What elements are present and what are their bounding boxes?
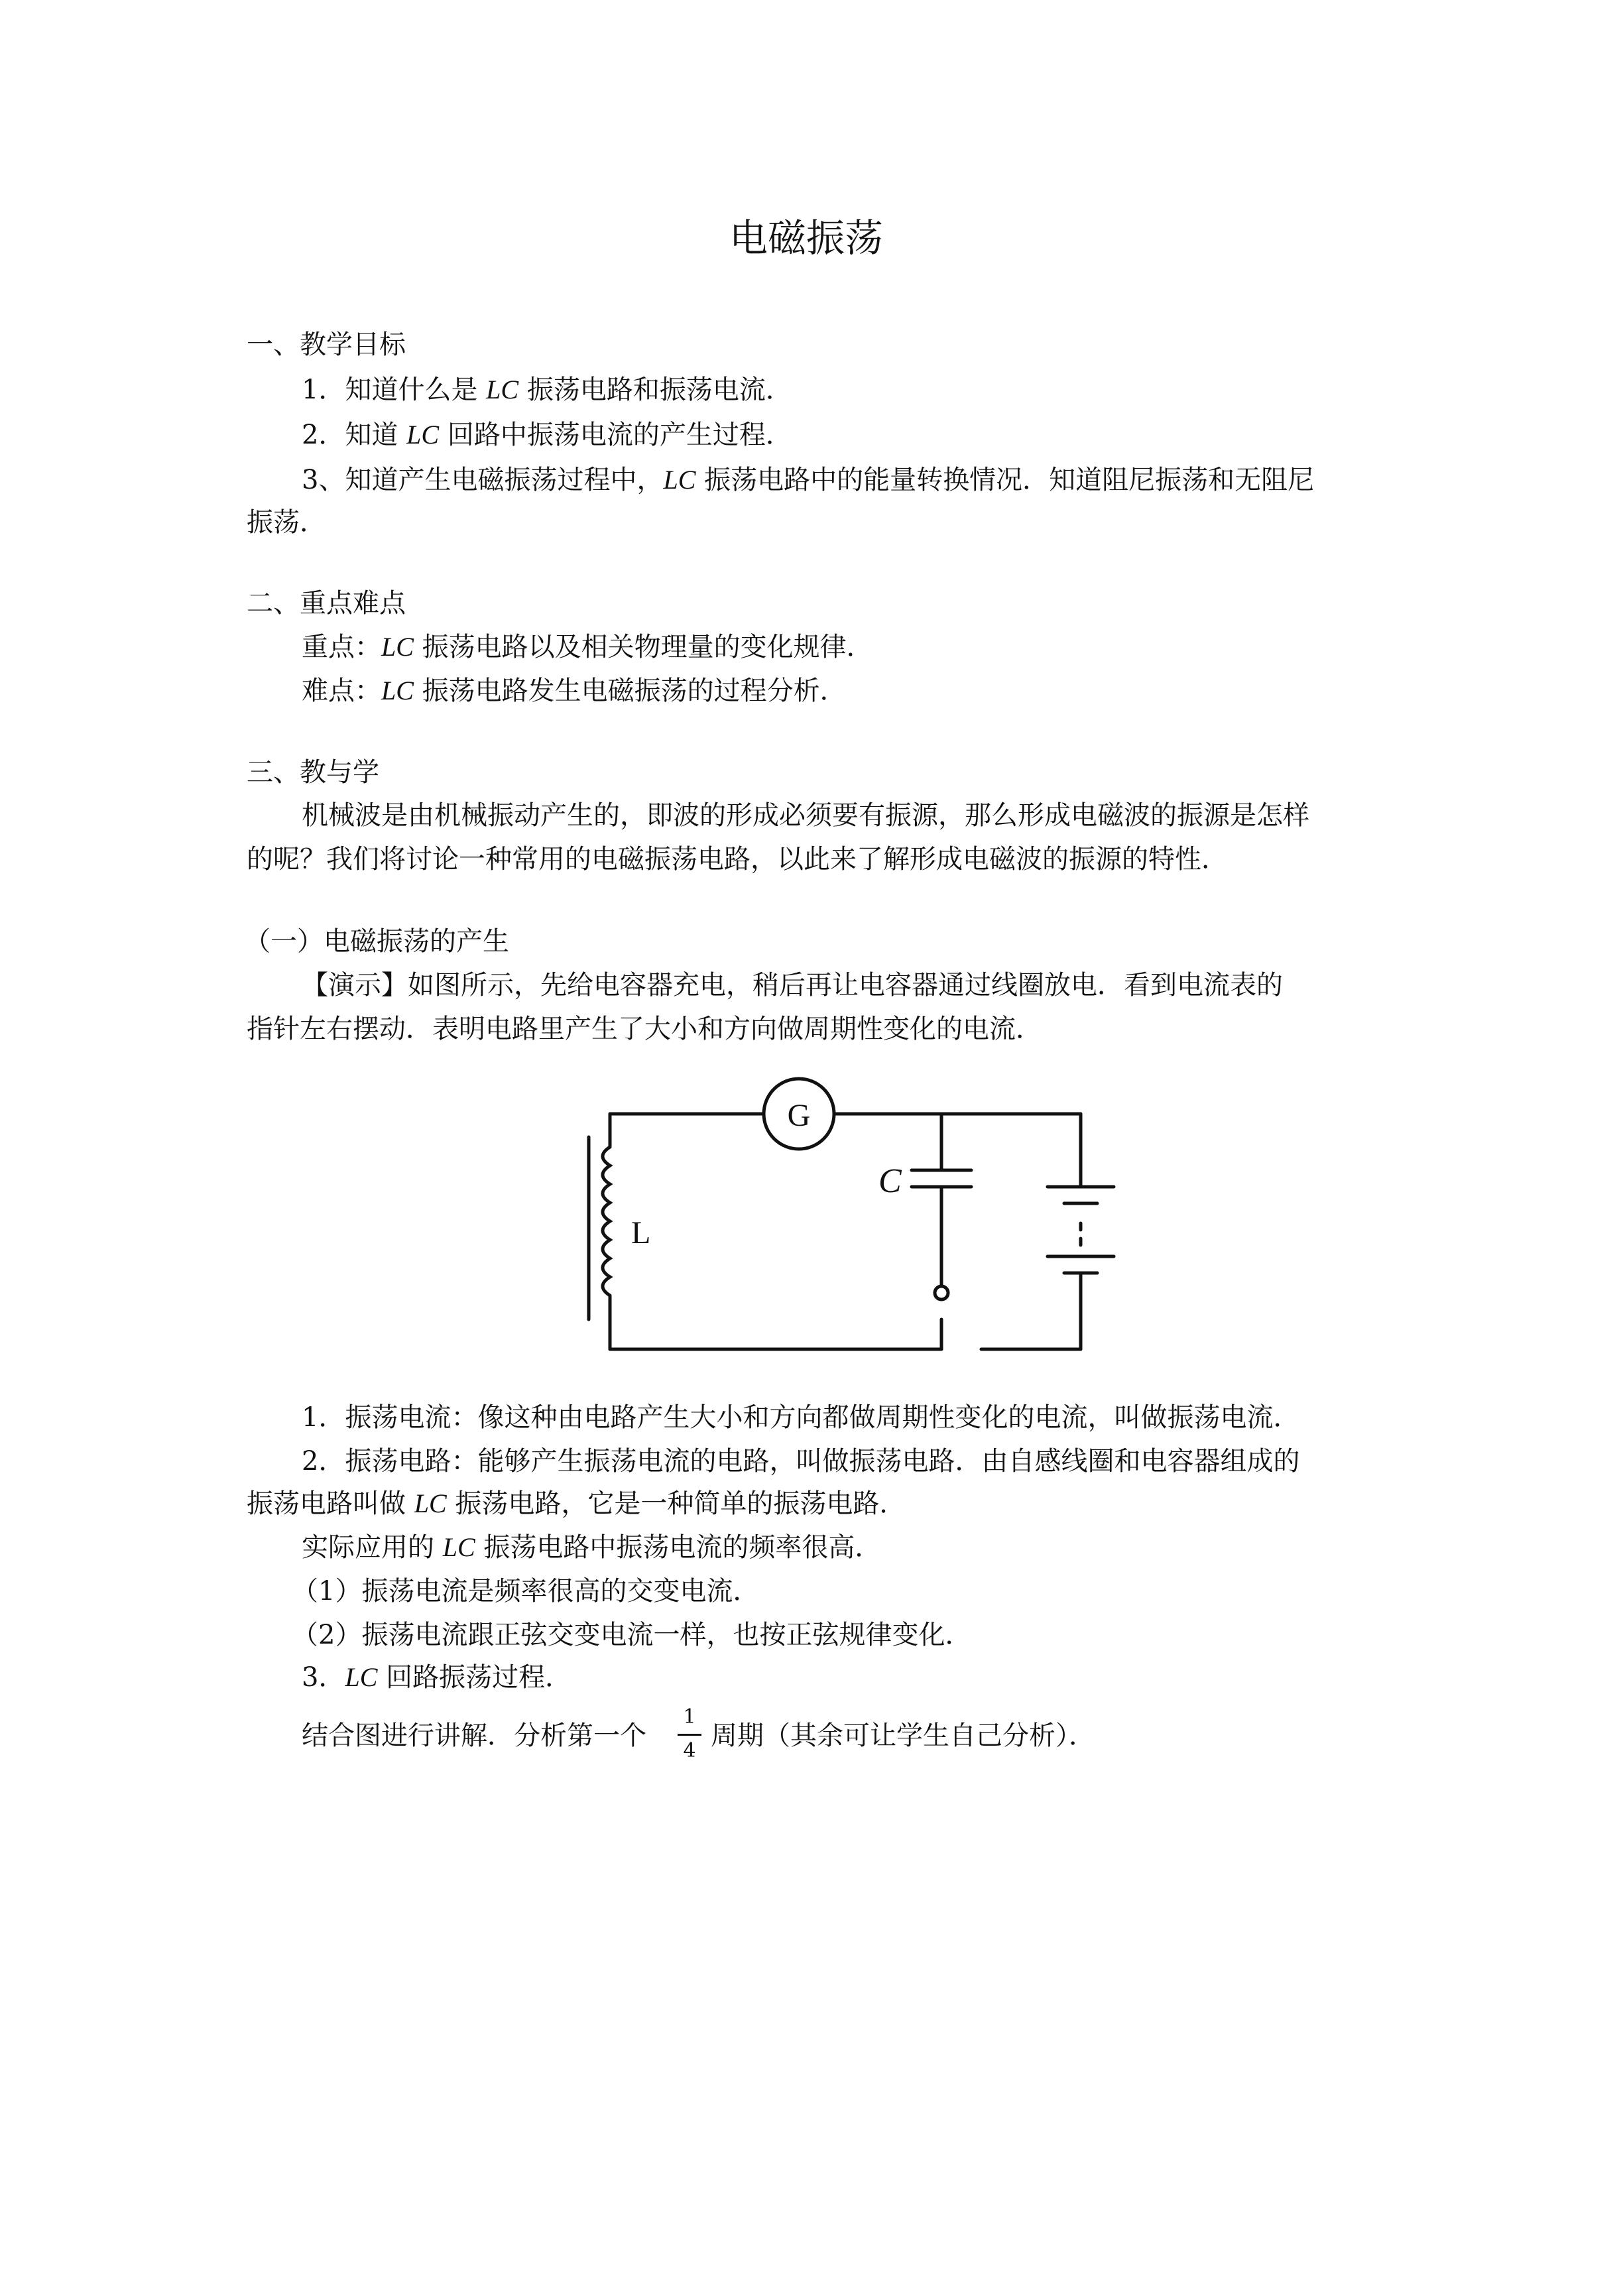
point-1: （1）振荡电流是频率很高的交变电流． xyxy=(292,1576,760,1606)
text: 回路中振荡电流的产生过程． xyxy=(439,420,792,450)
lc-term: LC xyxy=(406,420,440,450)
fraction-numerator: 1 xyxy=(683,1705,696,1728)
section-heading-teaching: 三、教与学 xyxy=(247,757,379,788)
text: 振荡电路发生电磁振荡的过程分析． xyxy=(413,676,847,706)
inductor-label: L xyxy=(631,1215,651,1250)
section-heading-objectives: 一、教学目标 xyxy=(247,330,406,360)
text: 3、知道产生电磁振荡过程中， xyxy=(302,465,664,495)
analysis-line-end: 周期（其余可让学生自己分析）． xyxy=(711,1721,1095,1751)
lc-circuit-diagram xyxy=(570,1074,1127,1372)
text: 3． xyxy=(302,1662,345,1693)
lc-term: LC xyxy=(414,1488,447,1518)
lc-term: LC xyxy=(486,375,519,404)
objective-3 xyxy=(302,467,1314,493)
switch-contact-icon xyxy=(935,1286,948,1299)
fraction-denominator: 4 xyxy=(683,1739,696,1762)
lc-term: LC xyxy=(442,1532,475,1562)
text: 2．知道 xyxy=(302,420,407,450)
text: 回路振荡过程． xyxy=(377,1662,572,1693)
intro-paragraph-line-1: 机械波是由机械振动产生的，即波的形成必须要有振源，那么形成电磁波的振源是怎样 xyxy=(302,800,1309,831)
key-point xyxy=(302,634,873,660)
lc-term: LC xyxy=(381,632,414,662)
subsection-heading: （一）电磁振荡的产生 xyxy=(244,926,509,957)
quarter-fraction xyxy=(675,1707,704,1761)
demo-paragraph-line-2: 指针左右摆动．表明电路里产生了大小和方向做周期性变化的电流． xyxy=(247,1014,1042,1044)
lc-term: LC xyxy=(345,1662,378,1692)
text: 振荡电路中的能量转换情况．知道阻尼振荡和无阻尼 xyxy=(695,465,1315,495)
objective-1 xyxy=(302,377,792,403)
objective-2 xyxy=(302,422,792,448)
definition-oscillating-circuit-line-1: 2．振荡电路：能够产生振荡电流的电路，叫做振荡电路．由自感线圈和电容器组成的 xyxy=(302,1446,1300,1477)
demo-paragraph-line-1: 【演示】如图所示，先给电容器充电，稍后再让电容器通过线圈放电．看到电流表的 xyxy=(302,970,1283,1000)
text: 振荡电路以及相关物理量的变化规律． xyxy=(413,632,873,662)
text: 重点： xyxy=(302,632,381,662)
definition-oscillating-circuit-line-2 xyxy=(247,1490,906,1517)
galvanometer-label: G xyxy=(787,1098,811,1133)
text: 振荡电路和振荡电流． xyxy=(518,375,792,405)
difficult-point xyxy=(302,678,847,704)
practical-application xyxy=(302,1534,881,1561)
page-title: 电磁振荡 xyxy=(729,215,884,261)
text: 实际应用的 xyxy=(302,1532,443,1563)
text: 振荡电路叫做 xyxy=(247,1488,414,1519)
lc-process-heading xyxy=(302,1664,571,1691)
capacitor-label: C xyxy=(878,1162,902,1200)
inductor-coil-icon xyxy=(603,1147,610,1296)
intro-paragraph-line-2: 的呢？我们将讨论一种常用的电磁振荡电路，以此来了解形成电磁波的振源的特性． xyxy=(247,844,1228,875)
text: 振荡电路，它是一种简单的振荡电路． xyxy=(446,1488,906,1519)
lc-term: LC xyxy=(663,465,696,495)
text: 难点： xyxy=(302,676,381,706)
text: 振荡电路中振荡电流的频率很高． xyxy=(475,1532,882,1563)
lc-term: LC xyxy=(381,676,414,705)
definition-oscillating-current: 1．振荡电流：像这种由电路产生大小和方向都做周期性变化的电流，叫做振荡电流． xyxy=(302,1402,1300,1433)
section-heading-key-points: 二、重点难点 xyxy=(247,588,406,619)
text: 1．知道什么是 xyxy=(302,375,487,405)
fraction-bar xyxy=(678,1734,701,1736)
objective-3-continued: 振荡． xyxy=(247,507,326,538)
point-2: （2）振荡电流跟正弦交变电流一样，也按正弦规律变化． xyxy=(292,1620,972,1650)
analysis-line-start: 结合图进行讲解．分析第一个 xyxy=(302,1721,646,1751)
